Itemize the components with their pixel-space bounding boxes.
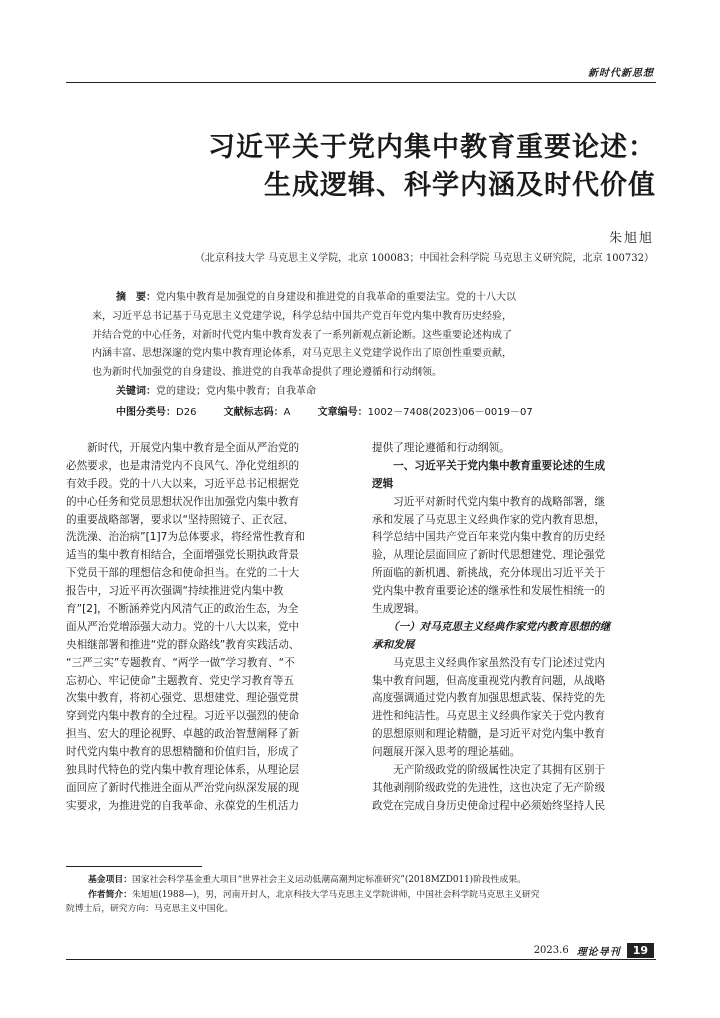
article-number-label: 文章编号： [317, 407, 368, 418]
page-footer [534, 942, 654, 958]
abstract-line: 摘 要：党内集中教育是加强党的自身建设和推进党的自我革命的重要法宝。党的十八大以 [116, 292, 516, 303]
page-number: 19 [627, 943, 654, 958]
footnote-rule [66, 866, 202, 867]
body-text-line: 时代党内集中教育的思想精髓和价值归旨，形成了 [66, 746, 300, 759]
body-text-line: 实要求，为推进党的自我革命、永葆党的生机活力 [66, 799, 300, 812]
body-text-line: 有效手段。党的十八大以来，习近平总书记根据党 [66, 477, 300, 490]
footnote-author [66, 889, 656, 916]
body-text-line: 面回应了新时代推进全面从严治党向纵深发展的现 [66, 781, 300, 794]
body-text-line: 央相继部署和推进“党的群众路线”教育实践活动、 [66, 638, 300, 651]
doc-code-value: A [283, 407, 291, 418]
body-text-line: 马克思主义经典作家虽然没有专门论述过党内 [372, 656, 606, 669]
footer-rule [66, 959, 656, 960]
body-text-line: 面从严治党增添强大动力。党的十八大以来，党中 [66, 620, 300, 633]
body-text-line: 新时代，开展党内集中教育是全面从严治党的 [66, 442, 300, 454]
author-name: 朱旭旭 [608, 231, 654, 246]
issue-number: 2023.6 [533, 944, 569, 956]
body-text-line: 提供了理论遵循和行动纲领。 [372, 442, 510, 454]
abstract-line: 也为新时代加强党的自身建设、推进党的自我革命提供了理论遵循和行动纲领。 [92, 367, 442, 379]
body-text-line: 报告中，习近平再次强调“持续推进党内集中教 [66, 585, 284, 598]
doc-code-label: 文献标志码： [223, 407, 284, 418]
body-text-line: 集中教育问题，但高度重视党内教育问题，从战略 [372, 674, 606, 687]
body-text-line: 下党员干部的理想信念和使命担当。在党的二十大 [66, 567, 300, 580]
body-text-line: 育”[2]，不断涵养党内风清气正的政治生态，为全 [66, 603, 299, 616]
header-rule [66, 82, 656, 83]
body-text-line: 无产阶级政党的阶级属性决定了其拥有区别于 [372, 764, 606, 777]
body-text-line: 问题展开深入思考的理论基础。 [372, 746, 521, 759]
keywords-label: 关键词： [116, 385, 156, 397]
body-text-line: 洗洗澡、治治病”[1]7为总体要求，将经常性教育和 [66, 531, 306, 544]
body-text-line: 的中心任务和党员思想状况作出加强党内集中教育 [66, 495, 300, 508]
clc-value: D26 [176, 407, 197, 418]
abstract-label: 摘 要： [116, 292, 156, 303]
journal-name: 理论导刊 [576, 946, 621, 958]
abstract-line: 内涵丰富、思想深邃的党内集中教育理论体系，对马克思主义党建学说作出了原创性重要贡献， [92, 348, 512, 360]
keywords-line [92, 383, 628, 402]
body-text-line: 党内集中教育重要论述的继承性和发展性相统一的 [372, 585, 606, 598]
author-bio-line: 院博士后，研究方向：马克思主义中国化。 [66, 903, 234, 914]
fund-text: 国家社会科学基金重大项目“世界社会主义运动低潮高潮判定标准研究”(2018MZD011)阶段性成果。 [132, 875, 526, 885]
fund-label: 基金项目： [88, 875, 132, 885]
footnote-fund [66, 874, 656, 888]
abstract-block [92, 289, 628, 402]
abstract-line: 来，习近平总书记基于马克思主义党建学说，科学总结中国共产党百年党内集中教育历史经验， [92, 310, 512, 322]
body-text-line: 科学总结中国共产党百年来党内集中教育的历史经 [372, 531, 606, 544]
body-text-line: 必然要求，也是肃清党内不良风气、净化党组织的 [66, 459, 300, 472]
section-heading-line: 逻辑 [372, 477, 394, 490]
article-title-line-1: 习近平关于党内集中教育重要论述： [208, 132, 656, 163]
body-text-line: 的重要战略部署，要求以“坚持照镜子、正衣冠、 [66, 513, 294, 526]
body-text-line: 担当、宏大的理论视野、卓越的政治智慧阐释了新 [66, 728, 300, 741]
clc-label: 中图分类号： [116, 407, 176, 418]
body-text-line: 忘初心、牢记使命”主题教育、党史学习教育等五 [66, 674, 294, 687]
body-text-line: “三严三实”专题教育、“两学一做”学习教育、“不 [66, 656, 295, 669]
body-text-line: 次集中教育，将初心强党、思想建党、理论强党贯 [66, 692, 300, 705]
abstract-line: 并结合党的中心任务，对新时代党内集中教育发表了一系列新观点新论断。这些重要论述构成了 [92, 329, 512, 341]
body-text-line: 生成逻辑。 [372, 603, 425, 616]
article-title-line-2: 生成逻辑、科学内涵及时代价值 [264, 170, 656, 201]
body-text-line: 适当的集中教育相结合，全面增强党长期执政背景 [66, 549, 300, 562]
body-text-line: 高度强调通过党内教育加强思想武装、保持党的先 [372, 692, 606, 705]
body-text-line: 穿到党内集中教育的全过程。习近平以强烈的使命 [66, 710, 300, 723]
section-heading-line: 承和发展 [372, 638, 415, 651]
article-number-value: 1002－7408(2023)06－0019－07 [367, 407, 533, 418]
author-bio-label: 作者简介： [88, 890, 132, 900]
body-text-line: 承和发展了马克思主义经典作家的党内教育思想， [372, 513, 606, 526]
body-text-line: 独具时代特色的党内集中教育理论体系，从理论层 [66, 764, 300, 777]
section-heading-line: （一）对马克思主义经典作家党内教育思想的继 [372, 620, 611, 633]
body-text-line: 进性和纯洁性。马克思主义经典作家关于党内教育 [372, 710, 606, 723]
body-text-line: 所面临的新机遇、新挑战，充分体现出习近平关于 [372, 567, 606, 580]
body-text-line: 验，从理论层面回应了新时代思想建党、理论强党 [372, 549, 606, 562]
body-text-line: 政党在完成自身历史使命过程中必须始终坚持人民 [372, 799, 606, 812]
section-heading-line: 一、习近平关于党内集中教育重要论述的生成 [372, 459, 606, 472]
running-head: 新时代新思想 [588, 68, 654, 79]
body-column-right [372, 440, 656, 816]
body-text-line: 其他剥削阶级政党的先进性，这也决定了无产阶级 [372, 781, 606, 794]
author-affiliation: （北京科技大学 马克思主义学院，北京 100083；中国社会科学院 马克思主义研究院，北京 100732） [194, 253, 654, 264]
author-bio-line: 朱旭旭(1988—)，男，河南开封人，北京科技大学马克思主义学院讲师，中国社会科学院马克思主义研究 [132, 890, 540, 900]
body-text-line: 习近平对新时代党内集中教育的战略部署，继 [372, 495, 606, 508]
classification-line [116, 403, 533, 418]
keywords-value: 党的建设；党内集中教育；自我革命 [156, 385, 316, 397]
body-column-left [66, 440, 348, 816]
body-text-line: 的思想原则和理论精髓，是习近平对党内集中教育 [372, 728, 606, 741]
